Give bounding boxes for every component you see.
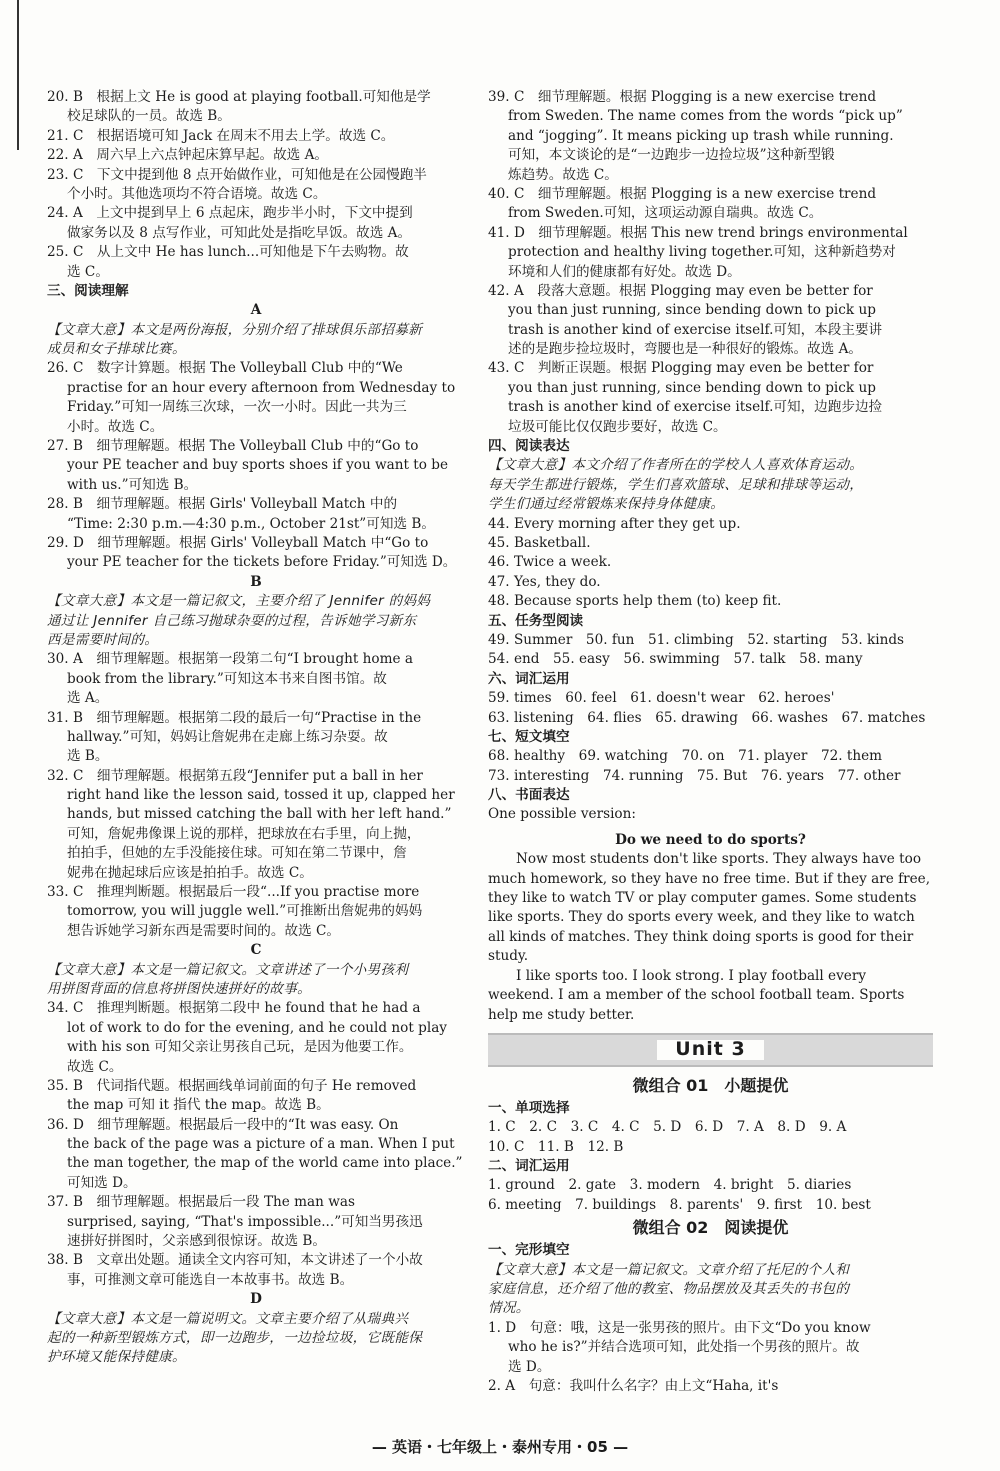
answer-line: 59. times 60. feel 61. doesn't wear 62. heroes'	[488, 690, 835, 707]
answer-line: 37. B 细节理解题。根据最后一段 The man was	[47, 1194, 355, 1211]
answer-line: 23. C 下文中提到他 8 点开始做作业，可知他是在公园慢跑半	[47, 166, 427, 183]
answer-line: trash is another kind of exercise itself.可知，边跑步边捡	[508, 399, 883, 416]
answer-line: 34. C 推理判断题。根据第二段中 he found that he had a	[47, 1000, 421, 1017]
summary-line: 每天学生都进行锻炼，学生们喜欢篮球、足球和排球等运动，	[488, 476, 864, 493]
answer-line: 小时。故选 C。	[67, 418, 164, 435]
answer-line: with his son 可知父亲让男孩自己玩，是因为他要工作。	[67, 1039, 413, 1056]
summary-line: 【文章大意】本文是一篇记叙文。文章介绍了托尼的个人和	[488, 1261, 850, 1278]
unit-title: Unit 3	[657, 1040, 763, 1059]
unit-banner	[488, 1033, 933, 1067]
answer-line: 校足球队的一员。故选 B。	[67, 108, 231, 125]
summary-line: 成员和女子排球比赛。	[47, 341, 186, 358]
group2-title: 微组合 02 阅读提优	[632, 1218, 789, 1238]
answer-line: and “jogging”. It means picking up trash while running.	[508, 127, 894, 144]
answer-line: surprised, saying, “That's impossible...”可知当男孩迅	[67, 1213, 423, 1230]
summary-line: 情况。	[488, 1300, 530, 1317]
answer-line: 事，可推测文章可能选自一本故事书。故选 B。	[67, 1271, 354, 1288]
answer-line: tomorrow, you will juggle well.”可推断出詹妮弗的妈妈	[67, 903, 423, 920]
answer-line: 炼趋势。故选 C。	[508, 166, 618, 183]
answer-line: 49. Summer 50. fun 51. climbing 52. starting 53. kinds	[488, 631, 905, 648]
answer-line: trash is another kind of exercise itself.可知，本段主要讲	[508, 321, 883, 338]
answer-line: you than just running, since bending down to pick up	[508, 379, 876, 396]
answer-line: 选 C。	[67, 263, 109, 280]
summary-line: 【文章大意】本文介绍了作者所在的学校人人喜欢体育运动。	[488, 457, 864, 474]
answer-line: 垃圾可能比仅仅跑步要好，故选 C。	[508, 418, 727, 435]
section-heading: 七、短文填空	[488, 728, 570, 745]
answer-line: 48. Because sports help them (to) keep fit.	[488, 593, 782, 610]
answer-line: 31. B 细节理解题。根据第二段的最后一句“Practise in the	[47, 709, 422, 726]
answer-line: right hand like the lesson said, tossed it up, clapped her	[67, 787, 455, 804]
answer-line: your PE teacher and buy sports shoes if you want to be	[67, 457, 449, 474]
answer-line: 20. B 根据上文 He is good at playing football.可知他是学	[47, 89, 431, 105]
answer-line: 54. end 55. easy 56. swimming 57. talk 58. many	[488, 651, 863, 668]
answer-line: 29. D 细节理解题。根据 Girls' Volleyball Match 中“Go to	[47, 534, 429, 551]
answer-line: 36. D 细节理解题。根据最后一段中的“It was easy. On	[47, 1116, 399, 1133]
answer-line: 63. listening 64. flies 65. drawing 66. washes 67. matches	[488, 709, 926, 726]
section-heading: 二、词汇运用	[488, 1158, 570, 1175]
answer-line: 选 A。	[67, 690, 109, 707]
section-heading: 一、完形填空	[488, 1242, 570, 1259]
answer-line: 43. C 判断正误题。根据 Plogging may even be better for	[488, 360, 874, 377]
passage-label: A	[250, 302, 262, 319]
summary-line: 护环境又能保持健康。	[47, 1349, 186, 1366]
passage-label: D	[250, 1291, 262, 1308]
answer-line: from Sweden. The name comes from the words “pick up”	[508, 108, 903, 125]
answer-line: 1. ground 2. gate 3. modern 4. bright 5. diaries	[488, 1177, 852, 1194]
summary-line: 学生们通过经常锻炼来保持身体健康。	[488, 496, 725, 513]
section-heading: 六、词汇运用	[488, 670, 570, 687]
answer-line: 28. B 细节理解题。根据 Girls' Volleyball Match 中的	[47, 496, 398, 513]
answer-line: you than just running, since bending down to pick up	[508, 302, 876, 319]
answer-line: 妮弗在抛起球后应该是拍拍手。故选 C。	[67, 864, 313, 881]
essay-title: Do we need to do sports?	[615, 831, 806, 848]
answer-line: 可知，本文谈论的是“一边跑步一边捡垃圾”这种新型锻	[508, 147, 835, 164]
answer-line: 30. A 细节理解题。根据第一段第二句“I brought home a	[47, 651, 413, 668]
answer-line: book from the library.”可知这本书来自图书馆。故	[67, 670, 387, 687]
answer-line: 45. Basketball.	[488, 534, 591, 551]
section-heading: 三、阅读理解	[47, 282, 129, 299]
answer-line: 33. C 推理判断题。根据最后一段“...If you practise more	[47, 884, 420, 901]
answer-line: your PE teacher for the tickets before Friday.”可知选 D。	[67, 554, 457, 571]
answer-line: 个小时。其他选项均不符合语境。故选 C。	[67, 185, 327, 202]
answer-line: practise for an hour every afternoon from Wednesday to	[67, 379, 456, 396]
answer-line: 1. C 2. C 3. C 4. C 5. D 6. D 7. A 8. D 9. A	[488, 1119, 847, 1136]
answer-line: 1. D 句意：哦，这是一张男孩的照片。由下文“Do you know	[488, 1319, 871, 1336]
answer-line: the back of the page was a picture of a man. When I put	[67, 1136, 455, 1153]
answer-line: 选 B。	[67, 748, 109, 765]
answer-line: 21. C 根据语境可知 Jack 在周末不用去上学。故选 C。	[47, 127, 395, 144]
answer-line: 46. Twice a week.	[488, 554, 612, 571]
section-heading: 八、书面表达	[488, 787, 570, 804]
margin-rule	[17, 0, 19, 150]
answer-line: 44. Every morning after they get up.	[488, 515, 741, 532]
summary-line: 【文章大意】本文是一篇记叙文。文章讲述了一个小男孩利	[47, 961, 409, 978]
summary-line: 通过让 Jennifer 自己练习抛球杂耍的过程，告诉她学习新东	[47, 612, 417, 629]
answer-line: 32. C 细节理解题。根据第五段“Jennifer put a ball in her	[47, 767, 423, 784]
answer-line: lot of work to do for the evening, and he could not play	[67, 1019, 447, 1036]
answer-line: “Time: 2:30 p.m.—4:30 p.m., October 21st”可知选 B。	[67, 515, 435, 532]
group1-title: 微组合 01 小题提优	[632, 1075, 789, 1095]
answer-line: 做家务以及 8 点写作业，可知此处是指吃早饭。故选 A。	[67, 224, 412, 241]
answer-line: 38. B 文章出处题。通读全文内容可知，本文讲述了一个小故	[47, 1252, 423, 1269]
section-heading: 一、单项选择	[488, 1099, 570, 1116]
right-column	[488, 88, 933, 1396]
answer-line: One possible version:	[488, 806, 636, 823]
page-footer: — 英语・七年级上・泰州专用・05 —	[371, 1438, 629, 1456]
answer-line: 拍拍手，但她的左手没能接住球。可知在第二节课中，詹	[67, 845, 407, 862]
answer-line: 47. Yes, they do.	[488, 573, 601, 590]
answer-line: 68. healthy 69. watching 70. on 71. player 72. them	[488, 748, 883, 765]
answer-line: hallway.”可知，妈妈让詹妮弗在走廊上练习杂耍。故	[67, 728, 388, 745]
answer-line: from Sweden.可知，这项运动源自瑞典。故选 C。	[508, 205, 823, 222]
essay-paragraph-1: Now most students don't like sports. They always have too much homework, so they have no free time. But if they are free, they like to watch TV or play computer games. Some students like sports. They do sports every week, and they like to watch all kinds of matches. They think doing sports is good for their study.	[488, 851, 931, 965]
answer-line: 35. B 代词指代题。根据画线单词前面的句子 He removed	[47, 1077, 417, 1094]
summary-line: 西是需要时间的。	[47, 631, 159, 648]
section-heading: 四、阅读表达	[488, 438, 570, 455]
answer-line: 述的是跑步捡垃圾时，弯腰也是一种很好的锻炼。故选 A。	[508, 341, 862, 358]
essay-paragraph-2: I like sports too. I look strong. I play football every weekend. I am a member of the school football team. Sports help me study better.	[488, 967, 905, 1023]
summary-line: 【文章大意】本文是两份海报，分别介绍了排球俱乐部招募新	[47, 321, 423, 338]
passage-label: C	[250, 942, 262, 959]
answer-line: 2. A 句意：我叫什么名字？由上文“Haha, it's	[488, 1377, 779, 1394]
summary-line: 起的一种新型锻炼方式，即一边跑步，一边捡垃圾，它既能保	[47, 1330, 423, 1346]
answer-line: 24. A 上文中提到早上 6 点起床，跑步半小时，下文中提到	[47, 205, 413, 222]
answer-line: 想告诉她学习新东西是需要时间的。故选 C。	[67, 922, 341, 939]
answer-line: hands, but missed catching the ball with her left hand.”	[67, 806, 452, 823]
answer-line: the man together, the map of the world came into place.”	[67, 1155, 463, 1172]
summary-line: 【文章大意】本文是一篇记叙文，主要介绍了 Jennifer 的妈妈	[47, 593, 431, 610]
answer-line: 26. C 数字计算题。根据 The Volleyball Club 中的“We	[47, 360, 403, 377]
answer-line: Friday.”可知一周练三次球，一次一小时。因此一共为三	[67, 399, 407, 416]
passage-label: B	[250, 573, 262, 590]
answer-line: 6. meeting 7. buildings 8. parents' 9. first 10. best	[488, 1196, 871, 1213]
answer-line: 选 D。	[508, 1358, 551, 1375]
answer-line: 速拼好拼图时，父亲感到很惊讶。故选 B。	[67, 1233, 326, 1250]
summary-line: 【文章大意】本文是一篇说明文。文章主要介绍了从瑞典兴	[47, 1310, 409, 1327]
answer-line: 40. C 细节理解题。根据 Plogging is a new exercise trend	[488, 185, 877, 202]
group2-answers	[488, 1241, 933, 1396]
answer-line: 73. interesting 74. running 75. But 76. years 77. other	[488, 767, 901, 784]
answer-line: 可知，詹妮弗像课上说的那样，把球放在右手里，向上抛，	[67, 825, 421, 842]
answer-line: 可知选 D。	[67, 1174, 137, 1191]
answer-line: 故选 C。	[67, 1058, 123, 1075]
answer-line: 39. C 细节理解题。根据 Plogging is a new exercise trend	[488, 89, 877, 105]
answer-line: who he is?”并结合选项可知，此处指一个男孩的照片。故	[508, 1339, 860, 1356]
answer-line: 25. C 从上文中 He has lunch...可知他是下午去购物。故	[47, 244, 409, 261]
section-heading: 五、任务型阅读	[488, 612, 584, 629]
answer-line: protection and healthy living together.可知，这种新趋势对	[508, 244, 896, 261]
answer-line: 41. D 细节理解题。根据 This new trend brings environmental	[488, 224, 908, 241]
answer-line: 27. B 细节理解题。根据 The Volleyball Club 中的“Go to	[47, 438, 419, 455]
right-answers	[488, 88, 933, 825]
answer-line: 10. C 11. B 12. B	[488, 1138, 624, 1155]
summary-line: 用拼图背面的信息将拼图快速拼好的故事。	[47, 980, 311, 997]
left-column	[47, 88, 465, 1368]
answer-line: with us.”可知选 B。	[67, 476, 198, 493]
answer-line: 22. A 周六早上六点钟起床算早起。故选 A。	[47, 147, 328, 164]
group1-answers	[488, 1099, 933, 1215]
answer-line: 42. A 段落大意题。根据 Plogging may even be better for	[488, 282, 873, 299]
answer-line: 环境和人们的健康都有好处。故选 D。	[508, 263, 741, 280]
summary-line: 家庭信息，还介绍了他的教室、物品摆放及其丢失的书包的	[488, 1281, 850, 1298]
answer-line: the map 可知 it 指代 the map。故选 B。	[67, 1097, 330, 1114]
